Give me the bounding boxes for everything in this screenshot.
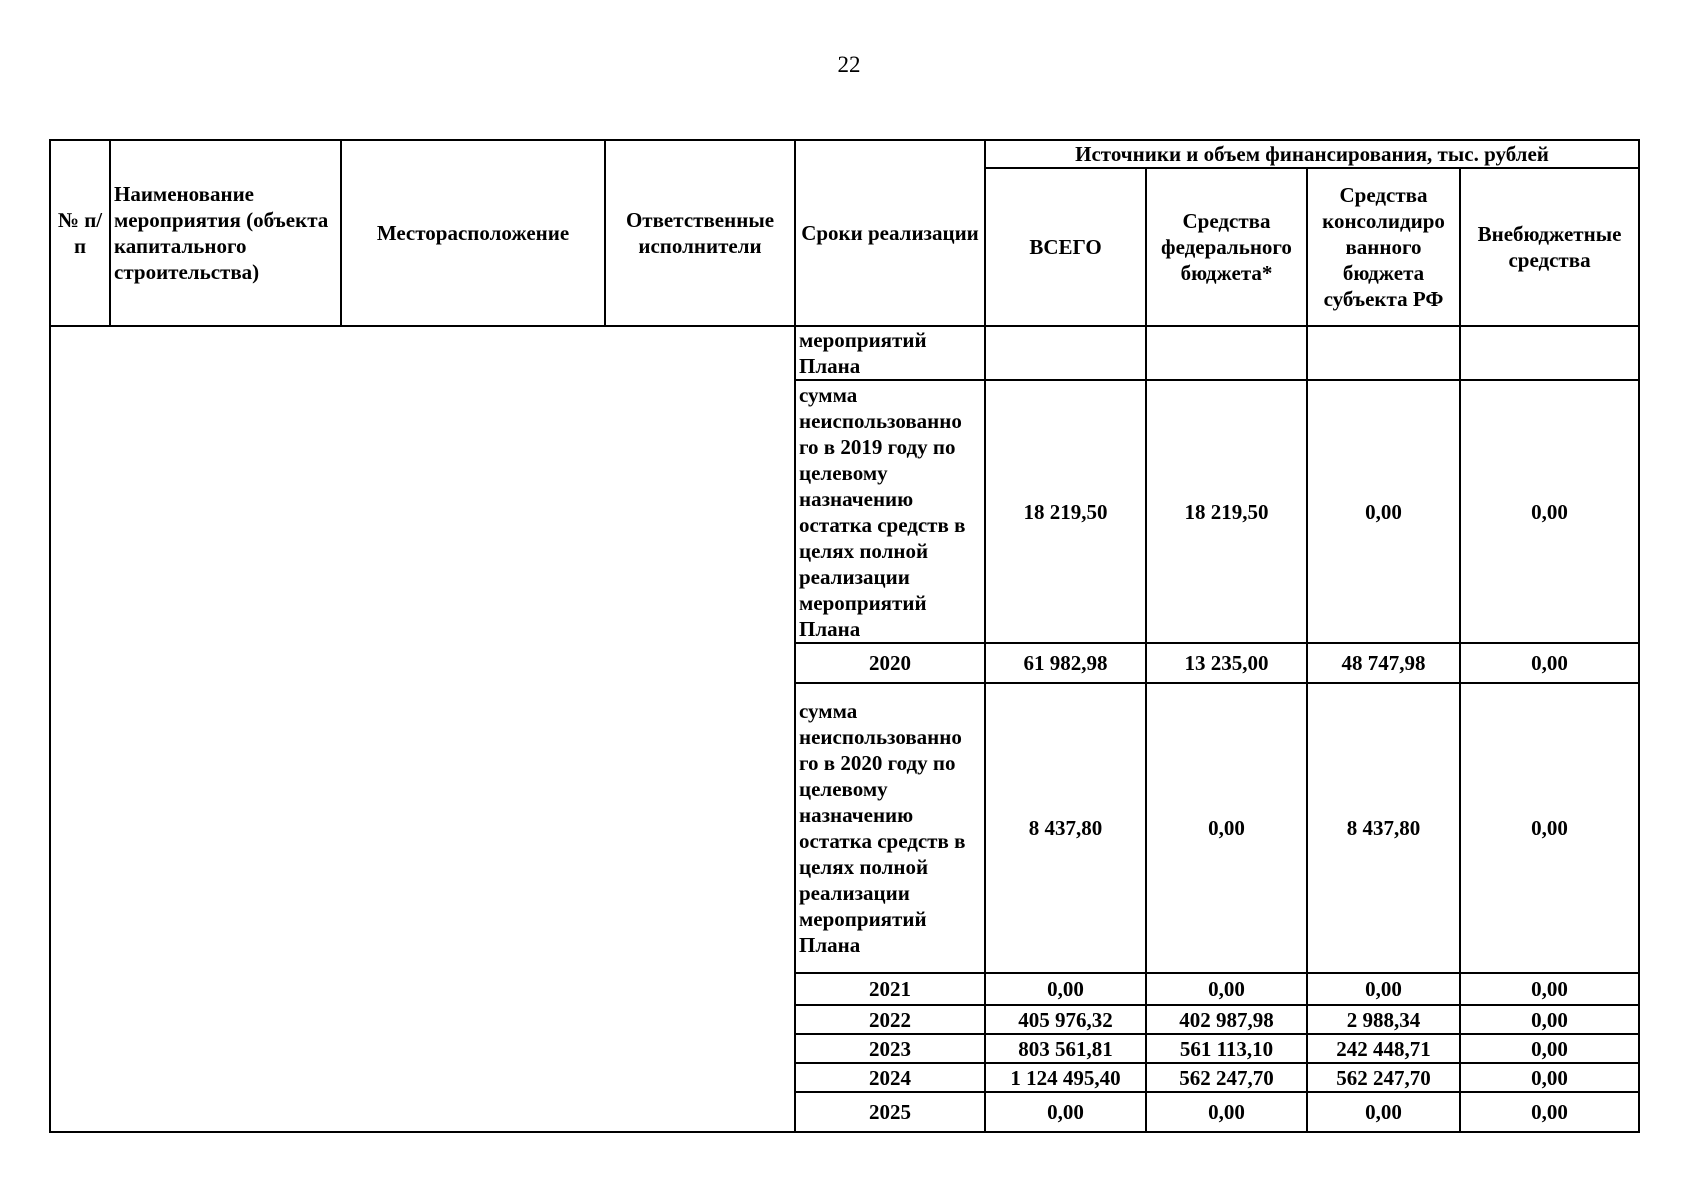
header-extrabudget: Внебюджетные средства: [1460, 168, 1639, 326]
row-extrabudget: 0,00: [1460, 973, 1639, 1005]
row-period: 2023: [795, 1034, 985, 1063]
row-consolidated: 8 437,80: [1307, 683, 1460, 973]
row-period: мероприятий Плана: [795, 326, 985, 380]
row-total: 803 561,81: [985, 1034, 1146, 1063]
row-federal: [1146, 326, 1307, 380]
header-consolidated: Средства консолидиро ванного бюджета субъекта РФ: [1307, 168, 1460, 326]
row-extrabudget: 0,00: [1460, 1034, 1639, 1063]
header-total: ВСЕГО: [985, 168, 1146, 326]
header-financing-group: Источники и объем финансирования, тыс. рублей: [985, 140, 1639, 168]
row-period: 2021: [795, 973, 985, 1005]
row-federal: 0,00: [1146, 1092, 1307, 1132]
row-total: 0,00: [985, 973, 1146, 1005]
financing-table: [49, 139, 1640, 1133]
row-period: сумма неиспользованно го в 2019 году по целевому назначению остатка средств в целях полной реализации мероприятий Плана: [795, 380, 985, 643]
row-federal: 402 987,98: [1146, 1005, 1307, 1034]
row-total: 0,00: [985, 1092, 1146, 1132]
header-federal: Средства федерального бюджета*: [1146, 168, 1307, 326]
row-period: 2025: [795, 1092, 985, 1132]
header-executors: Ответственные исполнители: [605, 140, 795, 326]
row-federal: 562 247,70: [1146, 1063, 1307, 1092]
row-consolidated: 0,00: [1307, 1092, 1460, 1132]
row-consolidated: 0,00: [1307, 380, 1460, 643]
row-consolidated: 48 747,98: [1307, 643, 1460, 683]
row-period: 2024: [795, 1063, 985, 1092]
row-federal: 0,00: [1146, 973, 1307, 1005]
row-consolidated: 2 988,34: [1307, 1005, 1460, 1034]
row-total: 1 124 495,40: [985, 1063, 1146, 1092]
empty-merged-cell: [50, 326, 795, 1132]
header-location: Месторасположение: [341, 140, 605, 326]
row-total: 405 976,32: [985, 1005, 1146, 1034]
row-federal: 0,00: [1146, 683, 1307, 973]
row-total: 18 219,50: [985, 380, 1146, 643]
row-period: 2020: [795, 643, 985, 683]
row-total: [985, 326, 1146, 380]
table-row: [50, 326, 1639, 380]
row-period: сумма неиспользованно го в 2020 году по целевому назначению остатка средств в целях полной реализации мероприятий Плана: [795, 683, 985, 973]
row-extrabudget: [1460, 326, 1639, 380]
row-extrabudget: 0,00: [1460, 1063, 1639, 1092]
row-federal: 18 219,50: [1146, 380, 1307, 643]
page-number: 22: [837, 52, 861, 77]
row-consolidated: 562 247,70: [1307, 1063, 1460, 1092]
row-extrabudget: 0,00: [1460, 1092, 1639, 1132]
row-extrabudget: 0,00: [1460, 380, 1639, 643]
row-extrabudget: 0,00: [1460, 1005, 1639, 1034]
row-total: 61 982,98: [985, 643, 1146, 683]
header-num: № п/п: [50, 140, 110, 326]
row-period: 2022: [795, 1005, 985, 1034]
row-extrabudget: 0,00: [1460, 683, 1639, 973]
row-extrabudget: 0,00: [1460, 643, 1639, 683]
row-total: 8 437,80: [985, 683, 1146, 973]
header-name: Наименование мероприятия (объекта капитального строительства): [110, 140, 341, 326]
row-consolidated: 0,00: [1307, 973, 1460, 1005]
row-federal: 13 235,00: [1146, 643, 1307, 683]
row-federal: 561 113,10: [1146, 1034, 1307, 1063]
header-period: Сроки реализации: [795, 140, 985, 326]
row-consolidated: 242 448,71: [1307, 1034, 1460, 1063]
row-consolidated: [1307, 326, 1460, 380]
